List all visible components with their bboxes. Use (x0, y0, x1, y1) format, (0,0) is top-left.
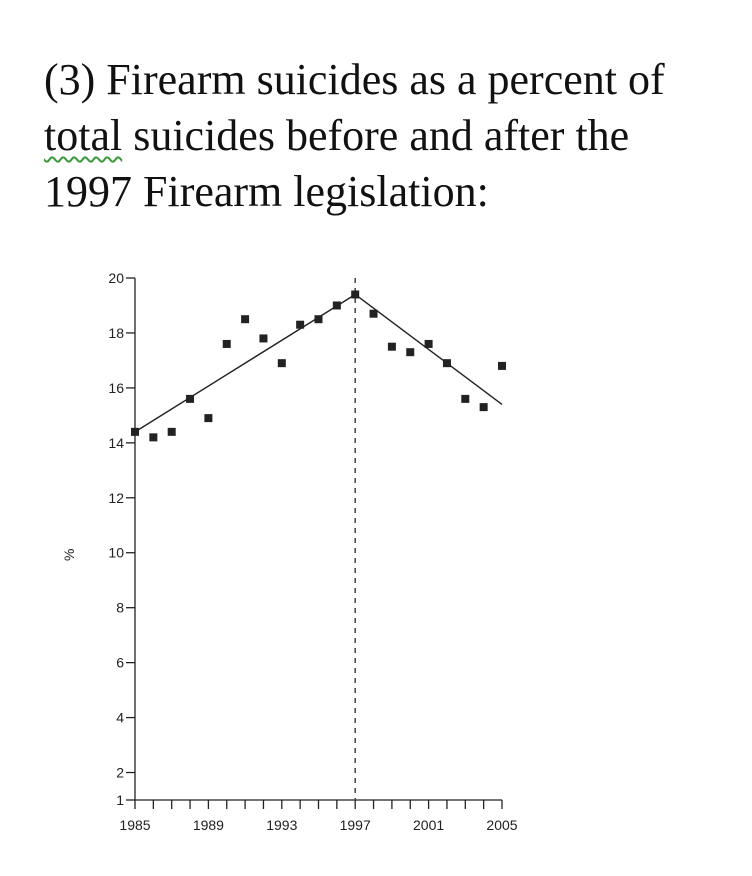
data-point (461, 395, 469, 403)
data-point (204, 414, 212, 422)
heading-line-2-rest: suicides before and after the (122, 111, 630, 160)
y-tick-label: 1 (116, 792, 124, 808)
y-tick-label: 4 (116, 709, 124, 726)
data-point (186, 395, 194, 403)
x-tick-label: 1989 (192, 817, 224, 833)
data-point (223, 340, 231, 348)
x-tick-label: 1993 (266, 817, 298, 833)
trend-line (135, 294, 355, 431)
y-tick-label: 16 (108, 379, 124, 396)
data-point (131, 428, 139, 436)
data-point (315, 315, 323, 323)
data-point (443, 359, 451, 367)
x-tick-label: 1997 (339, 817, 371, 833)
data-point (149, 433, 157, 441)
data-point (259, 334, 267, 342)
y-tick-label: 10 (108, 544, 124, 561)
x-tick-label: 1985 (119, 817, 151, 833)
data-point (296, 321, 304, 329)
chart-axes (108, 270, 517, 833)
data-points (131, 290, 506, 441)
data-point (241, 315, 249, 323)
data-point (406, 348, 414, 356)
data-point (168, 428, 176, 436)
y-tick-label: 2 (116, 764, 124, 781)
x-tick-label: 2001 (413, 817, 445, 833)
data-point (333, 301, 341, 309)
y-tick-label: 8 (116, 599, 124, 616)
data-point (351, 290, 359, 298)
x-tick-label: 2005 (486, 817, 518, 833)
y-axis-label: % (61, 548, 77, 561)
data-point (480, 403, 488, 411)
spellcheck-marked-word: total (44, 111, 123, 160)
y-tick-label: 18 (108, 324, 124, 341)
y-tick-label: 6 (116, 654, 124, 671)
data-point (498, 362, 506, 370)
data-point (425, 340, 433, 348)
y-tick-label: 12 (108, 489, 124, 506)
heading-line-3: 1997 Firearm legislation: (44, 167, 489, 216)
heading-line-1: (3) Firearm suicides as a percent of (44, 55, 665, 104)
data-point (370, 310, 378, 318)
y-tick-label: 20 (108, 270, 124, 286)
data-point (388, 343, 396, 351)
data-point (278, 359, 286, 367)
y-tick-label: 14 (108, 434, 124, 451)
